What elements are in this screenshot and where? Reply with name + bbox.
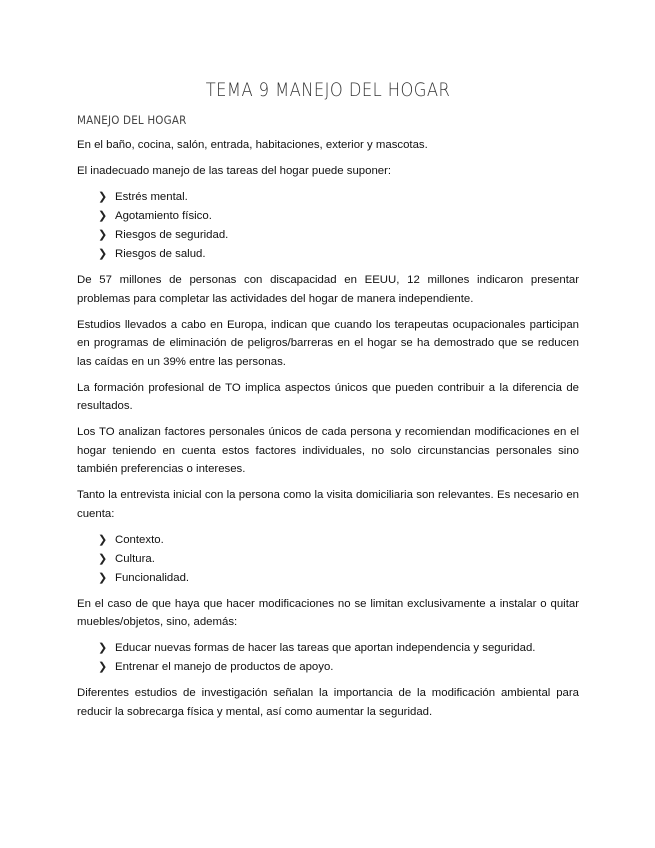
paragraph: En el baño, cocina, salón, entrada, habitaciones, exterior y mascotas. xyxy=(77,139,428,151)
list-item xyxy=(98,658,579,677)
bullet-icon: ❯ xyxy=(98,571,108,584)
list-item xyxy=(98,207,579,226)
bullet-list-modifications xyxy=(77,639,579,677)
bullet-icon: ❯ xyxy=(98,552,108,565)
list-item-text: Educar nuevas formas de hacer las tareas que aportan independencia y seguridad. xyxy=(115,642,536,654)
bullet-icon: ❯ xyxy=(98,229,108,241)
bullet-list-risks xyxy=(77,188,579,264)
list-item xyxy=(98,531,579,550)
paragraph: Tanto la entrevista inicial con la persona como la visita domiciliaria son relevantes. Es necesario en cuenta: xyxy=(77,489,579,520)
list-item-text: Funcionalidad. xyxy=(115,571,190,584)
bullet-icon: ❯ xyxy=(98,642,108,654)
list-item-text: Riesgos de salud. xyxy=(115,248,206,260)
list-item-text: Riesgos de seguridad. xyxy=(115,229,229,241)
list-item xyxy=(98,569,579,588)
paragraph: De 57 millones de personas con discapacidad en EEUU, 12 millones indicaron presentar problemas para completar las actividades del hogar de manera independiente. xyxy=(77,274,579,305)
list-item-text: Agotamiento físico. xyxy=(115,210,212,222)
list-item xyxy=(98,639,579,658)
paragraph: En el caso de que haya que hacer modificaciones no se limitan exclusivamente a instalar o quitar muebles/objetos, sino, además: xyxy=(77,597,579,628)
bullet-list-context xyxy=(77,531,579,588)
list-item-text: Contexto. xyxy=(115,533,164,546)
paragraph: Diferentes estudios de investigación señalan la importancia de la modificación ambiental para reducir la sobrecarga física y mental, así como aumentar la seguridad. xyxy=(77,687,579,718)
page-title: TEMA 9 MANEJO DEL HOGAR xyxy=(205,79,451,101)
paragraph: Los TO analizan factores personales únicos de cada persona y recomiendan modificaciones en el hogar teniendo en cuenta estos factores individuales, no solo circunstancias personales sino también preferencias o intereses. xyxy=(77,426,579,475)
paragraph: El inadecuado manejo de las tareas del hogar puede suponer: xyxy=(77,165,392,177)
list-item-text: Estrés mental. xyxy=(115,191,188,203)
paragraph: La formación profesional de TO implica aspectos únicos que pueden contribuir a la diferencia de resultados. xyxy=(77,381,579,412)
list-item xyxy=(98,226,579,245)
list-item xyxy=(98,245,579,264)
bullet-icon: ❯ xyxy=(98,661,108,673)
list-item xyxy=(98,550,579,569)
list-item-text: Entrenar el manejo de productos de apoyo. xyxy=(115,661,334,673)
list-item-text: Cultura. xyxy=(115,552,155,565)
bullet-icon: ❯ xyxy=(98,533,108,546)
bullet-icon: ❯ xyxy=(98,210,108,222)
section-heading: MANEJO DEL HOGAR xyxy=(77,113,187,127)
paragraph: Estudios llevados a cabo en Europa, indican que cuando los terapeutas ocupacionales participan en programas de eliminación de peligros/barreras en el hogar se ha demostrado que se reducen las caídas en un 39% entre las personas. xyxy=(77,318,579,368)
list-item xyxy=(98,188,579,207)
bullet-icon: ❯ xyxy=(98,248,108,260)
bullet-icon: ❯ xyxy=(98,191,108,203)
